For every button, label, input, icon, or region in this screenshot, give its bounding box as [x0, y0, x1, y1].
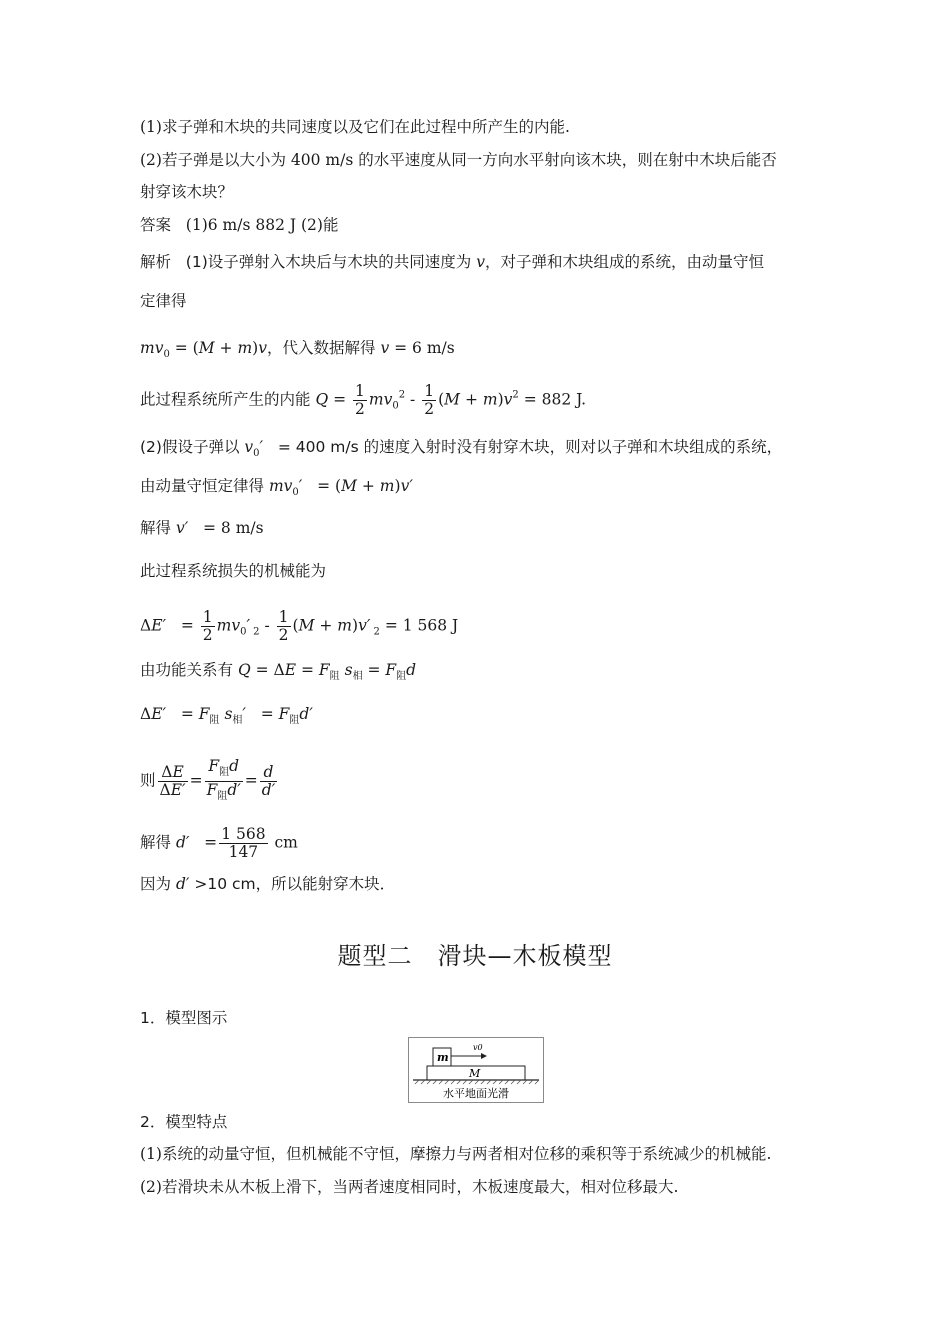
equation-ratio: 则 $\frac{\Delta E}{\Delta E'}$ = $\frac{F_阻d}{F_阻d'}$ = $\frac{d}{d'}$	[140, 757, 276, 802]
p11-text: 解得	[140, 833, 172, 852]
answer-line	[140, 215, 338, 235]
d-numerator: 1 568	[221, 825, 266, 843]
question-1: (1)求子弹和木块的共同速度以及它们在此过程中所产生的内能.	[140, 118, 570, 136]
p3-text-b: = 400 m/s 的速度入射时没有射穿木块，则对以子弹和木块组成的系统，	[277, 438, 783, 456]
heat-result: = 882 J.	[523, 390, 587, 409]
model-heading-1: 1．模型图示	[140, 1009, 228, 1027]
p5-result: = 8 m/s	[203, 519, 264, 537]
d-unit: cm	[274, 833, 298, 852]
p12-text-a: 因为	[140, 875, 172, 893]
analysis-p1-cont: 定律得	[140, 292, 187, 310]
slider-board-diagram	[409, 1038, 543, 1102]
equation-momentum-result: = 6 m/s	[394, 339, 455, 357]
model-heading-2: 2．模型特点	[140, 1113, 228, 1131]
p8-text: 由功能关系有	[140, 661, 234, 679]
analysis-p4: 由动量守恒定律得 $mv_0' = (M + m)v'$	[140, 477, 413, 498]
equation-energy-loss: ΔE′ = $\frac{1}{2}$ $mv_0'$ $_2$ - $\frac{1}{2}$ (M + m)v′ $_2$ = 1 568 J	[140, 608, 459, 644]
sub-zu-2: 阻	[396, 671, 407, 682]
answer-text: (1)6 m/s 882 J (2)能	[185, 216, 339, 234]
p10-text: 则	[140, 771, 156, 790]
equation-momentum: $mv_0 = (M + m)v$，代入数据解得 v = 6 m/s	[140, 339, 455, 360]
analysis-p8: 由功能关系有 $Q = \Delta E = F_阻$ $s_相 = F_阻d$	[140, 661, 417, 682]
analysis-p5: 解得 v′ = 8 m/s	[140, 519, 264, 537]
equation-loss-relation: $\Delta E' = F_阻$ $s_相' = F_阻d'$	[140, 705, 313, 726]
analysis-p1-text-a: (1)设子弹射入木块后与木块的共同速度为	[185, 253, 472, 271]
sub-zu-5: 阻	[219, 767, 230, 778]
energy-loss-result: = 1 568 J	[384, 616, 459, 635]
equation-solve-d: 解得 d′ = $\frac{1 568}{147}$ cm	[140, 825, 298, 861]
question-2-line-2: 射穿该木块？	[140, 183, 234, 201]
board-label: M	[469, 1067, 481, 1080]
analysis-p6: 此过程系统损失的机械能为	[140, 562, 327, 580]
sub-xiang-2: 相	[232, 715, 243, 726]
sub-xiang: 相	[352, 671, 363, 682]
sub-zu-4: 阻	[289, 715, 300, 726]
figure-caption: 水平地面光滑	[443, 1087, 509, 1100]
section-title: 题型二 滑块—木板模型	[337, 942, 613, 970]
question-2-line-1: (2)若子弹是以大小为 400 m/s 的水平速度从同一方向水平射向该木块，则在射中木块后能否	[140, 151, 777, 169]
p5-text: 解得	[140, 519, 172, 537]
analysis-p1-text-b: ，对子弹和木块组成的系统，由动量守恒	[484, 253, 764, 271]
block-label: m	[437, 1051, 449, 1064]
p4-text: 由动量守恒定律得	[140, 477, 265, 495]
d-denominator: 147	[228, 843, 259, 861]
analysis-conclusion: 因为 d′ >10 cm，所以能射穿木块．	[140, 875, 396, 893]
analysis-label: 解析	[140, 253, 172, 271]
answer-label: 答案	[140, 216, 172, 234]
analysis-p3: (2)假设子弹以 $v_0'$ = 400 m/s 的速度入射时没有射穿木块，则对以子弹和木块组成的系统，	[140, 438, 783, 459]
p12-text-b: >10 cm，所以能射穿木块．	[194, 875, 396, 893]
p3-text-a: (2)假设子弹以	[140, 438, 240, 456]
equation-momentum-tail: ，代入数据解得	[266, 339, 376, 357]
heat-text: 此过程系统所产生的内能	[140, 390, 311, 409]
sub-zu-3: 阻	[209, 715, 220, 726]
sub-zu: 阻	[329, 671, 340, 682]
velocity-label: v0	[473, 1043, 483, 1052]
arrowhead-icon	[481, 1053, 487, 1059]
model-figure	[408, 1037, 544, 1103]
feature-2: (2)若滑块未从木板上滑下，当两者速度相同时，木板速度最大，相对位移最大.	[140, 1178, 679, 1196]
equation-heat: 此过程系统所产生的内能 Q = $\frac{1}{2}$ $mv_0^2$ - $\frac{1}{2}$ $(M + m)v^2 = 882$ J.	[140, 382, 587, 418]
feature-1: (1)系统的动量守恒，但机械能不守恒，摩擦力与两者相对位移的乘积等于系统减少的机械能.	[140, 1145, 772, 1163]
analysis-p1: 解析 (1)设子弹射入木块后与木块的共同速度为 v，对子弹和木块组成的系统，由动量守恒	[140, 253, 764, 271]
sub-zu-6: 阻	[217, 791, 228, 802]
